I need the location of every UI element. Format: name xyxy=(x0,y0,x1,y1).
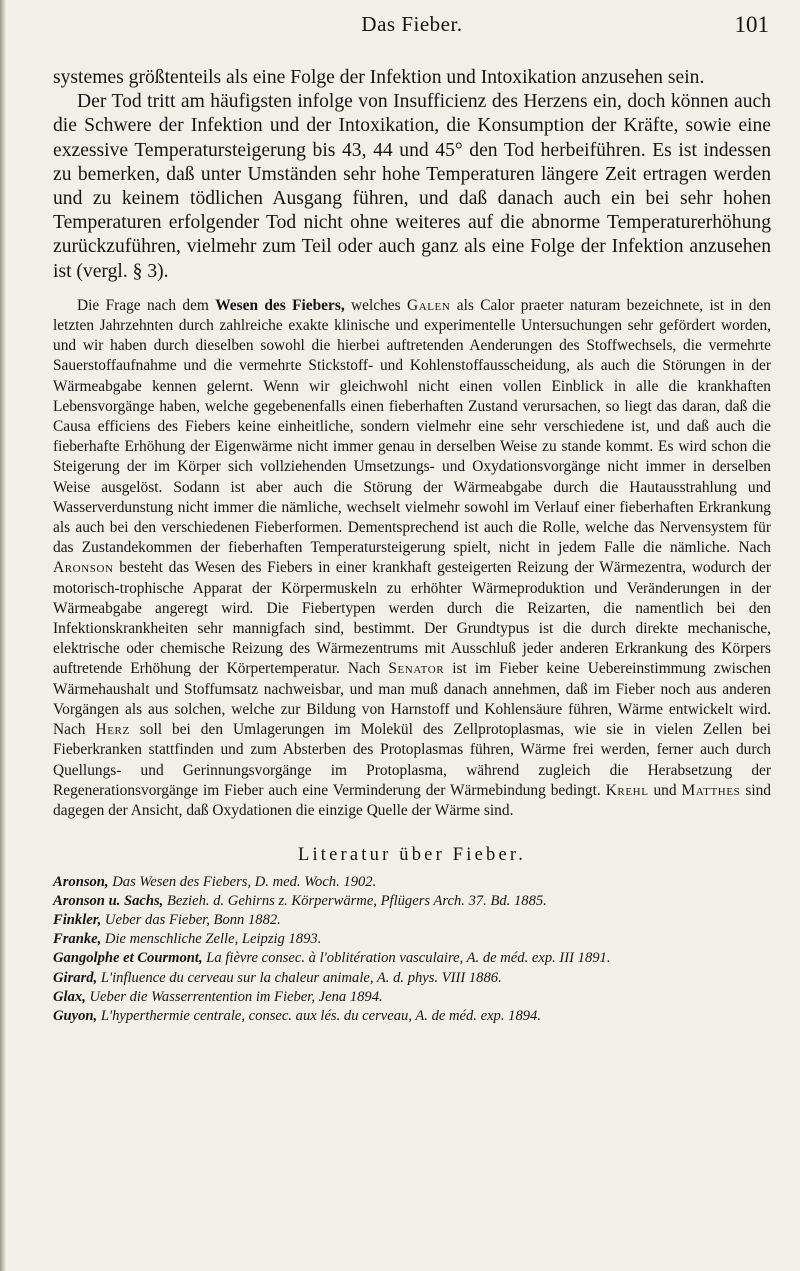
literature-heading: Literatur über Fieber. xyxy=(297,845,527,866)
paragraph-continuation: systemes größtenteils als eine Folge der Infektion und Intoxikation anzusehen sein. xyxy=(53,67,705,88)
reference-author: Glax, xyxy=(53,988,86,1005)
literature-entry xyxy=(53,911,771,930)
author-aronson: Aronson xyxy=(53,559,114,577)
paragraph-death-causes: Der Tod tritt am häufigsten infolge von Insufficienz des Herzens ein, doch können auch die Schwere der Infektion und der Intoxikation, die Konsumption der Kräfte, sowie eine exzessive Temperatursteigerung bis 43, 44 und 45° den Tod herbeiführen. Es ist indessen zu bemerken, daß unter Umständen sehr hohe Temperaturen längere Zeit ertragen werden und zu keinem tödlichen Ausgang führen, und daß danach auch ein bei sehr hohen Temperaturen erfolgender Tod nicht ohne weiteres auf die abnorme Temperaturerhöhung zurückzuführen, vielmehr zum Teil oder auch ganz als eine Folge der Infektion anzusehen ist (vergl. § 3). xyxy=(53,91,771,282)
author-galen: Galen xyxy=(406,296,451,314)
reference-title: Ueber die Wasserrentention im Fieber, Jena 1894. xyxy=(89,988,383,1005)
literature-list xyxy=(53,873,771,1026)
reference-title: L'hyperthermie centrale, consec. aux lés. du cerveau, A. de méd. exp. 1894. xyxy=(100,1007,541,1024)
reference-author: Guyon, xyxy=(53,1007,98,1024)
reference-author: Finkler, xyxy=(53,912,102,929)
book-binding-edge xyxy=(0,0,6,1271)
literature-entry xyxy=(53,1007,771,1026)
reference-title: La fièvre consec. à l'oblitération vasculaire, A. de méd. exp. III 1891. xyxy=(206,950,611,967)
literature-entry xyxy=(53,892,771,911)
running-title: Das Fieber. xyxy=(361,12,463,36)
reference-title: Ueber das Fieber, Bonn 1882. xyxy=(104,912,281,929)
page-number: 101 xyxy=(734,12,769,37)
text-run: Die Frage nach dem xyxy=(77,296,209,314)
book-page xyxy=(53,12,771,1026)
reference-author: Aronson u. Sachs, xyxy=(53,893,164,910)
text-run: besteht das Wesen des Fiebers in einer krankhaft gesteigerten Reizung der Wärmezentra, wodurch der motorisch-trophische Apparat der Körpermuskeln zu erhöhter Wärmeproduktion und Veränderungen in der Wärmeabgabe angeregt wird. Die Fiebertypen werden durch die Reizarten, die namentlich bei den Infektionskrankheiten sehr mannigfach sind, bestimmt. Der Grundtypus ist die durch direkte mechanische, elektrische oder chemische Reizung des Wärmezentrums mit Ausschluß jeder anderen Erkrankung des Körpers auftretende Erhöhung der Körpertemperatur. Nach xyxy=(53,559,771,678)
literature-entry xyxy=(53,969,771,988)
text-run: soll bei den Umlagerungen im Molekül des Zellprotoplasmas, wie sie in vielen Zellen bei Fieberkranken stattfinden und zum Absterben des Protoplasmas führen, Wärme frei werden, ferner auch durch Quellungs- und Gerinnungsvorgänge im Protoplasma, während zugleich die Herabsetzung der Regenerationsvorgänge im Fieber auch eine Verminderung der Wärmebindung bedingt. xyxy=(53,721,771,799)
text-run: ist im Fieber keine Uebereinstimmung zwischen Wärmehaushalt und Stoffumsatz nachweisbar, und man muß danach annehmen, daß im Fieber noch aus anderen Vorgängen als aus solchen, welche zur Bildung von Harnstoff und Kohlensäure führen, Wärme entwickelt wird. Nach xyxy=(53,660,771,739)
reference-author: Girard, xyxy=(53,969,98,986)
paragraph-fever-nature xyxy=(53,296,771,821)
author-krehl: Krehl xyxy=(605,781,649,799)
author-herz: Herz xyxy=(95,721,130,739)
reference-title: L'influence du cerveau sur la chaleur animale, A. d. phys. VIII 1886. xyxy=(100,969,502,986)
text-run: welches xyxy=(351,296,401,314)
reference-author: Franke, xyxy=(53,931,102,948)
reference-title: Das Wesen des Fiebers, D. med. Woch. 1902. xyxy=(112,874,377,891)
reference-title: Bezieh. d. Gehirns z. Körperwärme, Pflügers Arch. 37. Bd. 1885. xyxy=(166,893,547,910)
reference-author: Gangolphe et Courmont, xyxy=(53,950,203,967)
term-wesen-des-fiebers: Wesen des Fiebers, xyxy=(215,296,345,314)
literature-entry xyxy=(53,988,771,1007)
author-matthes: Matthes xyxy=(681,781,741,799)
literature-entry xyxy=(53,930,771,949)
text-run: und xyxy=(653,781,677,799)
literature-entry xyxy=(53,873,771,892)
text-run: sind dagegen der Ansicht, daß Oxydationen die einzige Quelle der Wärme sind. xyxy=(53,781,771,819)
reference-author: Aronson, xyxy=(53,874,109,891)
text-run: als Calor praeter naturam bezeichnete, ist in den letzten Jahrzehnten durch zahlreiche exakte klinische und experimentelle Untersuchungen sehr gefördert worden, und wir haben durch dieselben sowohl die hierbei auftretenden Aenderungen des Stoffwechsels, die vermehrte Sauerstoffaufnahme und die vermehrte Stickstoff- und Kohlenstoffausscheidung, als auch die Störungen in der Wärmeabgabe kennen gelernt. Wenn wir gleichwohl nicht einen vollen Einblick in alle die krankhaften Lebensvorgänge haben, welche gegebenenfalls einen fieberhaften Zustand verursachen, so liegt das daran, daß die Causa efficiens des Fiebers keine einheitliche, sondern vielmehr eine sehr verschiedene ist, und daß auch die fieberhafte Erhöhung der Eigenwärme nicht immer genau in derselben Weise zu stande kommt. Es wird schon die Steigerung der im Körper sich vollziehenden Umsetzungs- und Oxydationsvorgänge nicht immer in derselben Weise ausgelöst. Sodann ist aber auch die Störung der Wärmeabgabe durch die Hautausstrahlung und Wasserverdunstung nicht immer die nämliche, wechselt vielmehr sowohl im Verlauf einer fieberhaften Erkrankung als auch bei den verschiedenen Fieberformen. Dementsprechend ist auch die Rolle, welche das Nervensystem für das Zustandekommen der fieberhaften Temperatursteigerung spielt, nicht in jedem Falle die nämliche. Nach xyxy=(53,296,771,557)
author-senator: Senator xyxy=(388,660,445,678)
literature-entry xyxy=(53,949,771,968)
reference-title: Die menschliche Zelle, Leipzig 1893. xyxy=(104,931,322,948)
page-header xyxy=(53,12,771,46)
